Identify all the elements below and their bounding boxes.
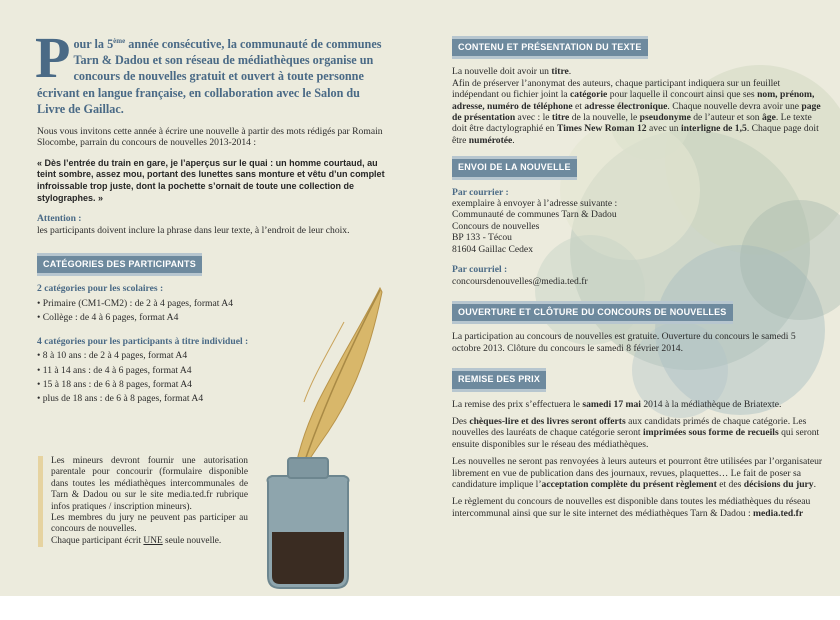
remise-p1: [452, 399, 826, 410]
text-run: . Chaque nouvelle devra avoir une: [667, 100, 802, 112]
address-line: Concours de nouvelles: [452, 220, 540, 232]
text-bold: titre: [551, 66, 569, 78]
envoi-header: ENVOI DE LA NOUVELLE: [452, 156, 577, 179]
remise-p2: [452, 416, 826, 450]
address-line: 81604 Gaillac Cedex: [452, 243, 533, 255]
individual-item: • 15 à 18 ans : de 6 à 8 pages, format A4: [37, 378, 192, 390]
attention-title: Attention :: [37, 213, 82, 225]
courriel-address[interactable]: concoursdenouvelles@media.ted.fr: [452, 275, 588, 287]
text-run: qui seront ensuite disponibles sur le réseau des médiathèques.: [452, 427, 820, 450]
courriel-title: Par courriel :: [452, 264, 508, 276]
text-run: de la nouvelle, le: [569, 112, 640, 124]
text-run: .: [512, 134, 515, 146]
one-story-end: seule nouvelle.: [162, 535, 222, 546]
text-run: et des: [716, 478, 744, 490]
contenu-section: [452, 36, 826, 146]
remise-section: [452, 368, 826, 519]
text-bold: titre: [551, 112, 570, 124]
remise-p3: [452, 456, 826, 490]
address-line: Communauté de communes Tarn & Dadou: [452, 209, 617, 221]
text-bold: catégorie: [570, 89, 608, 101]
text-run: . Le texte doit être dactylographié en: [452, 112, 812, 135]
ouverture-header: OUVERTURE ET CLÔTURE DU CONCOURS DE NOUVELLES: [452, 301, 733, 324]
contenu-text: [452, 66, 826, 146]
text-bold: âge: [761, 112, 776, 124]
text-bold: page de présentation: [452, 100, 821, 124]
text-run: avec : le: [515, 112, 552, 124]
ouverture-text: La participation au concours de nouvelles est gratuite. Ouverture du concours le samedi 5 octobre 2013. Clôture du concours le samedi 8 février 2014.: [452, 331, 796, 354]
intro-text-start: our la 5: [73, 37, 114, 52]
right-column: [452, 36, 826, 519]
text-bold: numérotée: [468, 134, 513, 146]
text-bold: acceptation complète du présent règlement: [541, 478, 717, 490]
sentence-quote: « Dès l’entrée du train en gare, je l’aperçus sur le quai : un homme courtaud, au teint sombre, assez mou, portant des lunettes sans monture et vêtu d’un complet infroissable trop juste, dont la pochette s’ornait de toute une collection de stylographes. »: [37, 157, 385, 203]
school-title: 2 catégories pour les scolaires :: [37, 283, 164, 295]
envoi-section: [452, 156, 826, 287]
individual-item: • 8 à 10 ans : de 2 à 4 pages, format A4: [37, 350, 188, 362]
address-line: exemplaire à envoyer à l’adresse suivante :: [452, 198, 618, 210]
intro-paragraph: [35, 25, 391, 117]
text-bold: nom, prénom, adresse, numéro de téléphone: [452, 89, 815, 112]
individual-item: • 11 à 14 ans : de 4 à 6 pages, format A4: [37, 364, 192, 376]
text-run: .: [568, 66, 572, 78]
text-run: avec un: [646, 123, 681, 135]
categories-header: CATÉGORIES DES PARTICIPANTS: [37, 253, 202, 276]
text-bold: chèques-lire et des livres seront offerts: [469, 415, 626, 427]
website-link[interactable]: media.ted.fr: [753, 507, 804, 519]
text-run: 2014 à la médiathèque de Briatexte.: [640, 398, 782, 410]
categories-section: [37, 253, 391, 405]
text-bold: adresse électronique: [584, 100, 668, 112]
text-run: Des: [452, 415, 470, 427]
left-column: [35, 25, 391, 405]
text-bold: pseudonyme: [639, 112, 691, 124]
ouverture-section: [452, 301, 826, 354]
intro-text-rest: communes Tarn & Dadou et son réseau de médiathèques organise un concours de nouvelles gratuit et ouvert à toute personne écrivant en langue française, en collaboration avec le Salon du Livre de Gaillac.: [37, 37, 382, 116]
text-run: aux candidats primés de chaque catégorie. Les nouvelles des lauréats de chaque catégorie seront: [452, 415, 807, 439]
invite-text: Nous vous invitons cette année à écrire une nouvelle à partir des mots rédigés par Romain Slocombe, parrain du concours de nouvelles 2013-2014 :: [37, 126, 383, 149]
intro-text-line1-end: année consécutive, la communauté de: [125, 37, 323, 52]
minors-note: [38, 456, 248, 547]
text-bold: samedi 17 mai: [582, 398, 641, 410]
text-run: . Chaque page doit être: [452, 123, 819, 146]
text-run: pour laquelle il concourt ainsi que ses: [607, 89, 758, 101]
text-run: .: [813, 478, 816, 490]
minors-text: Les mineurs devront fournir une autorisation parentale pour concourir (formulaire disponible dans toutes les médiathèques intercommunales de Tarn & Dadou ou sur le site media.ted.fr rubrique infos pratiques / inscription mineurs).: [51, 456, 248, 512]
attention-text: les participants doivent inclure la phrase dans leur texte, à l’endroit de leur choix.: [37, 224, 350, 236]
text-run: Afin de préserver l’anonymat des auteurs, chaque participant indiquera sur un feuillet indépendant ou fichier joint la: [452, 77, 781, 101]
one-story-start: Chaque participant écrit: [51, 535, 144, 546]
text-bold: décisions du jury: [743, 478, 814, 490]
text-bold: imprimées sous forme de recueils: [643, 427, 779, 439]
school-item: • Collège : de 4 à 6 pages, format A4: [37, 312, 179, 324]
contenu-header: CONTENU ET PRÉSENTATION DU TEXTE: [452, 36, 648, 59]
intro-superscript: ème: [113, 37, 126, 45]
remise-header: REMISE DES PRIX: [452, 368, 546, 391]
jury-text: Les membres du jury ne peuvent pas participer au concours de nouvelles.: [51, 513, 248, 535]
address-line: BP 133 - Técou: [452, 232, 512, 244]
text-run: et: [572, 100, 585, 112]
text-bold: interligne de 1,5: [680, 123, 747, 135]
text-run: de l’auteur et son: [690, 112, 762, 124]
text-run: Les nouvelles ne seront pas renvoyées à leurs auteurs et pourront être utilisées par l’organisateur librement en vue de publication dans des journaux, revues, plaquettes… Le fait de poser sa candidature implique l’: [452, 456, 823, 490]
courrier-title: Par courrier :: [452, 186, 509, 198]
one-story-underlined: UNE: [143, 535, 163, 546]
text-run: La remise des prix s’effectuera le: [452, 398, 583, 410]
text-bold: Times New Roman 12: [556, 123, 647, 135]
drop-cap: P: [35, 25, 71, 90]
individual-title: 4 catégories pour les participants à titre individuel :: [37, 335, 249, 347]
text-run: La nouvelle doit avoir un: [452, 66, 552, 78]
remise-p4: [452, 496, 826, 519]
individual-item: • plus de 18 ans : de 6 à 8 pages, format A4: [37, 393, 204, 405]
one-story-text: [51, 536, 248, 547]
attention-block: [37, 213, 391, 236]
school-item: • Primaire (CM1-CM2) : de 2 à 4 pages, format A4: [37, 297, 233, 309]
text-run: Le règlement du concours de nouvelles est disponible dans toutes les médiathèques du réseau intercommunal ainsi que sur le site internet des médiathèques Tarn & Dadou :: [452, 496, 811, 519]
